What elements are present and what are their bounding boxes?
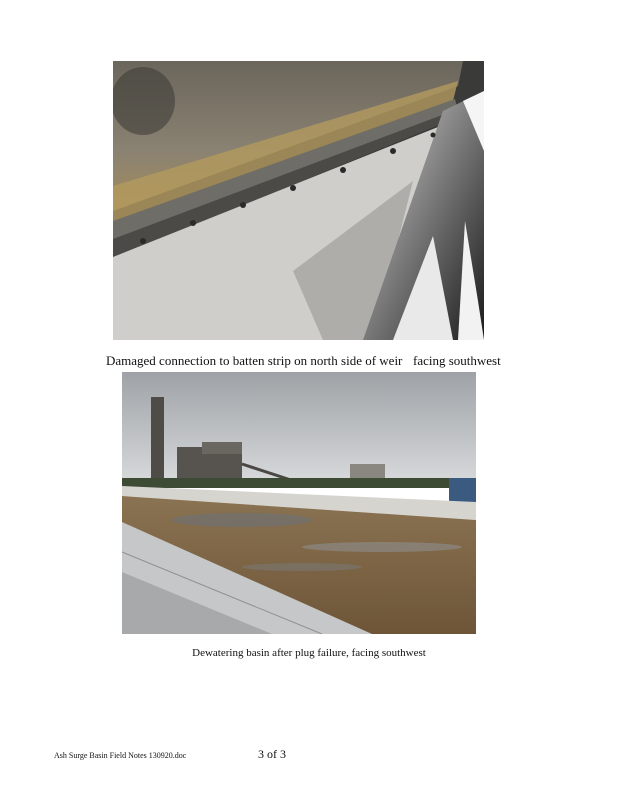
photo-caption-2: Dewatering basin after plug failure, facing southwest xyxy=(192,647,426,659)
footer-filename: Ash Surge Basin Field Notes 130920.doc xyxy=(54,751,187,760)
weir-batten-strip-photo xyxy=(113,61,484,340)
dewatering-basin-photo xyxy=(122,372,476,634)
caption-1-overlap-text: facing southwest xyxy=(413,353,501,368)
photo-caption-1 xyxy=(106,353,501,369)
caption-1-text: Damaged connection to batten strip on north side of weir xyxy=(106,353,403,368)
footer-page-number: 3 of 3 xyxy=(258,747,286,761)
